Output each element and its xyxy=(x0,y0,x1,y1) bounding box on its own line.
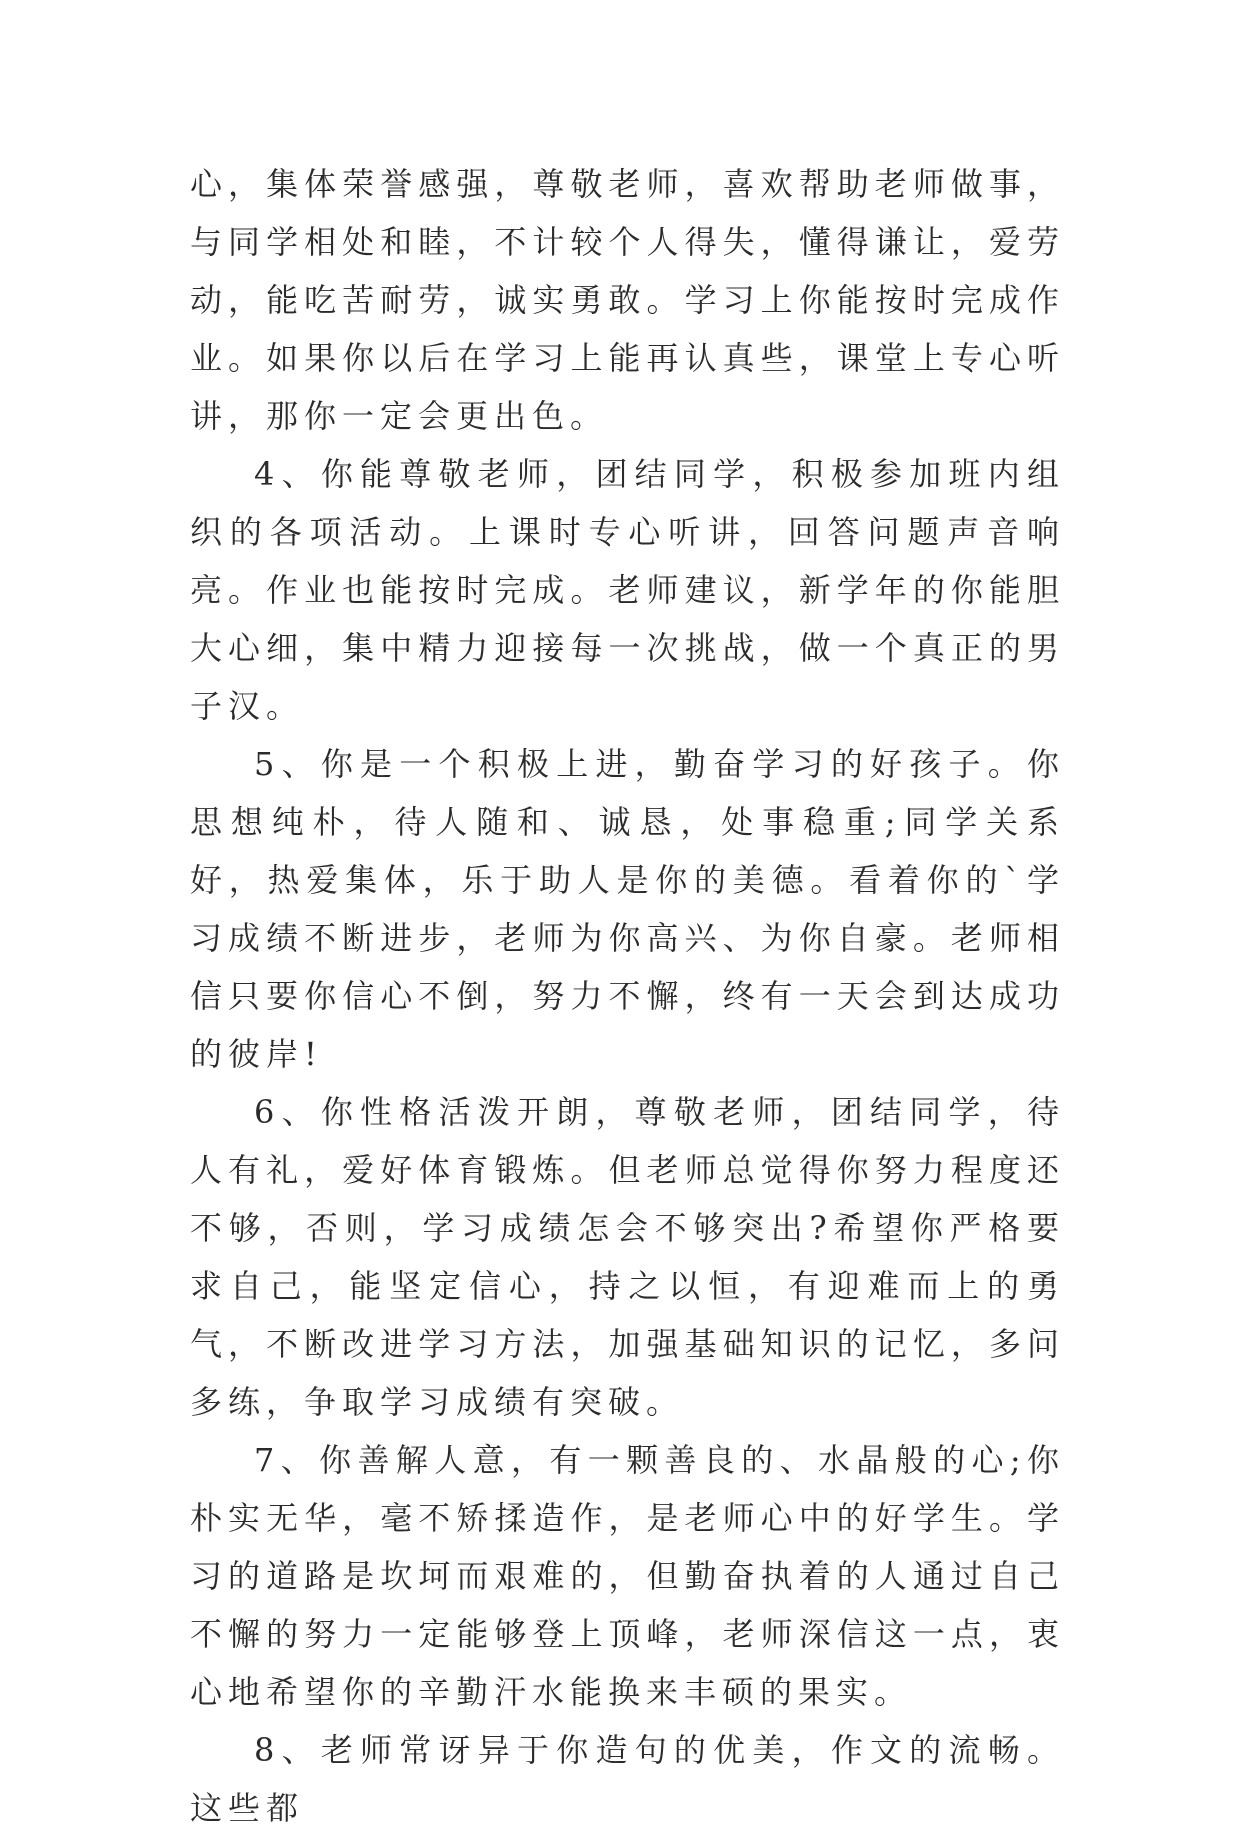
paragraph-comment-4: 4、你能尊敬老师，团结同学，积极参加班内组织的各项活动。上课时专心听讲，回答问题声音响亮。作业也能按时完成。老师建议，新学年的你能胆大心细，集中精力迎接每一次挑战，做一个真正的男子汉。 xyxy=(190,455,1065,725)
paragraph-comment-5: 5、你是一个积极上进，勤奋学习的好孩子。你思想纯朴，待人随和、诚恳，处事稳重;同学关系好，热爱集体，乐于助人是你的美德。看着你的`学习成绩不断进步，老师为你高兴、为你自豪。老师相信只要你信心不倒，努力不懈，终有一天会到达成功的彼岸! xyxy=(190,745,1065,1073)
paragraph-continuation: 心，集体荣誉感强，尊敬老师，喜欢帮助老师做事，与同学相处和睦，不计较个人得失，懂得谦让，爱劳动，能吃苦耐劳，诚实勇敢。学习上你能按时完成作业。如果你以后在学习上能再认真些，课堂上专心听讲，那你一定会更出色。 xyxy=(190,165,1065,435)
paragraph-comment-6: 6、你性格活泼开朗，尊敬老师，团结同学，待人有礼，爱好体育锻炼。但老师总觉得你努力程度还不够，否则，学习成绩怎会不够突出?希望你严格要求自己，能坚定信心，持之以恒，有迎难而上的勇气，不断改进学习方法，加强基础知识的记忆，多问多练，争取学习成绩有突破。 xyxy=(190,1093,1065,1421)
paragraph-comment-7: 7、你善解人意，有一颗善良的、水晶般的心;你朴实无华，毫不矫揉造作，是老师心中的好学生。学习的道路是坎坷而艰难的，但勤奋执着的人通过自己不懈的努力一定能够登上顶峰，老师深信这一点，衷心地希望你的辛勤汗水能换来丰硕的果实。 xyxy=(190,1441,1065,1711)
paragraph-comment-8: 8、老师常讶异于你造句的优美，作文的流畅。这些都 xyxy=(190,1731,1065,1827)
document-body xyxy=(190,155,1065,1837)
